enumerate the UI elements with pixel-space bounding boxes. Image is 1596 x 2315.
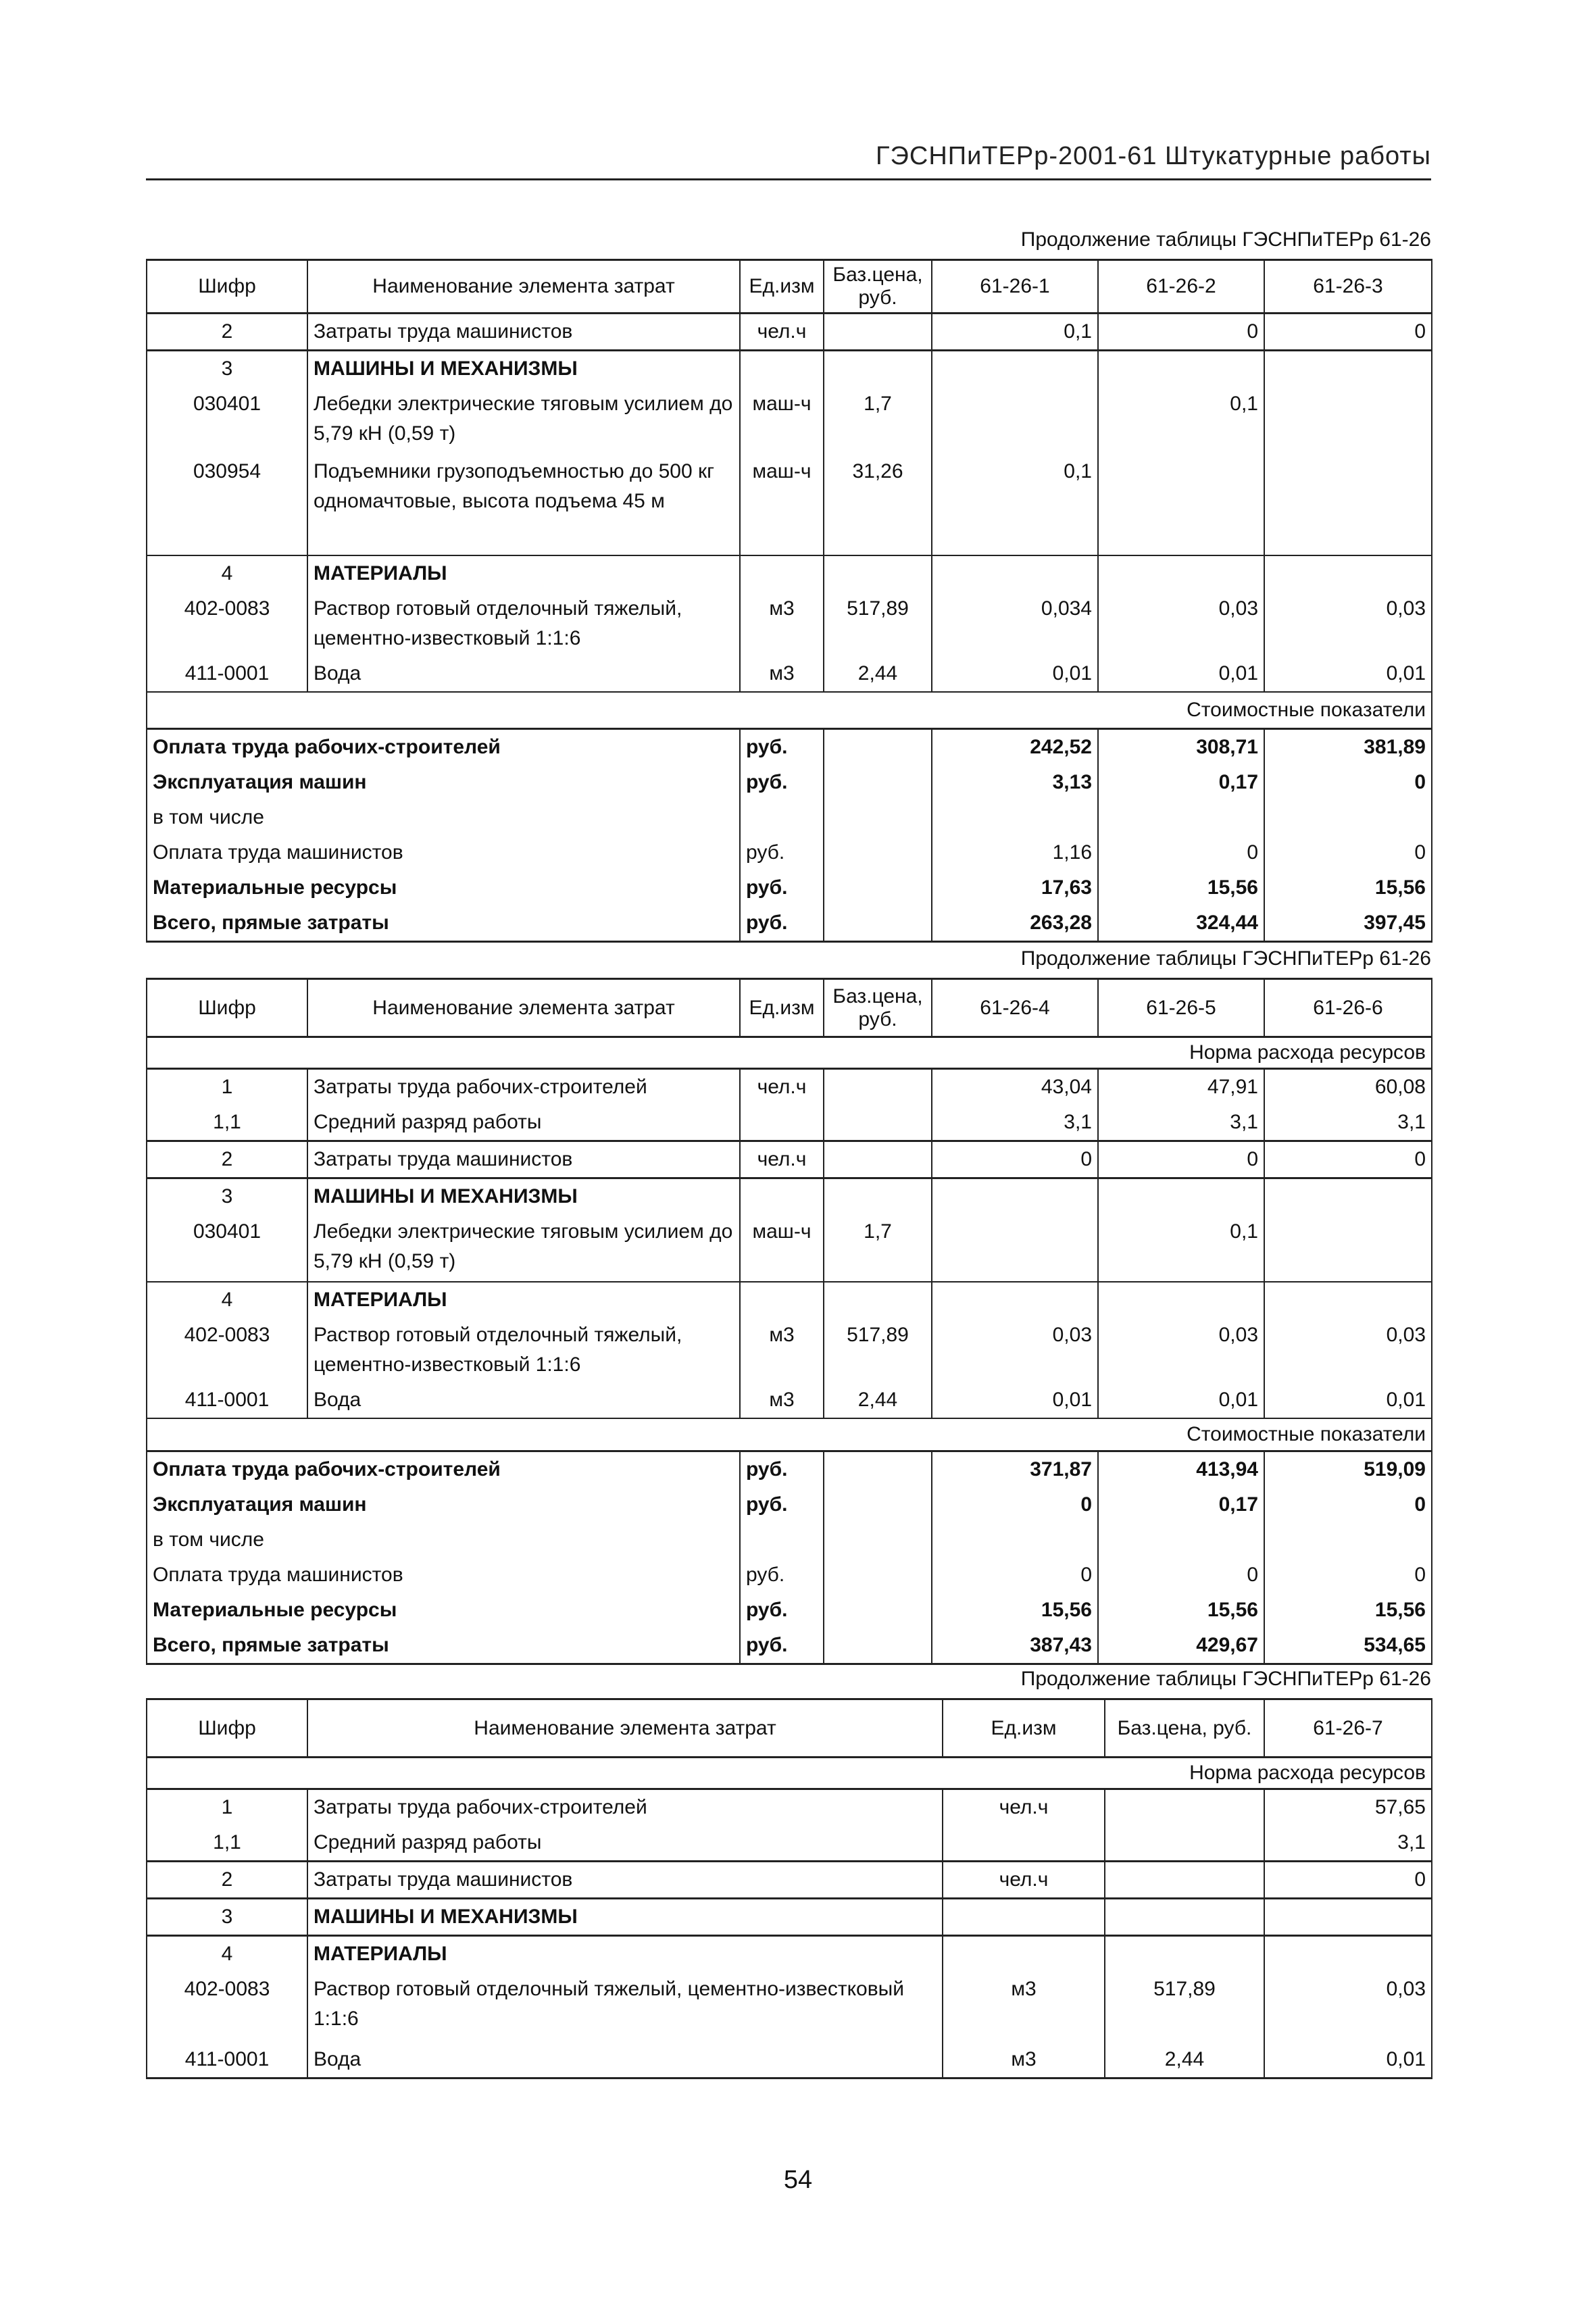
row-price xyxy=(824,1105,932,1141)
table-row xyxy=(147,454,1432,555)
row-value xyxy=(1098,555,1264,591)
cost-unit xyxy=(740,1522,824,1558)
cost-value: 0 xyxy=(1098,835,1264,870)
row-value: 0,03 xyxy=(932,1318,1098,1383)
row-value: 0 xyxy=(1264,1862,1432,1899)
row-value xyxy=(932,387,1098,454)
row-value xyxy=(1264,351,1432,387)
row-value: 0 xyxy=(1264,1141,1432,1178)
col-header-name: Наименование элемента затрат xyxy=(307,260,740,314)
row-unit xyxy=(943,1899,1105,1936)
col-header-unit: Ед.изм xyxy=(740,979,824,1037)
table-row xyxy=(147,2042,1432,2078)
cost-value: 371,87 xyxy=(932,1451,1098,1488)
cost-value xyxy=(932,800,1098,835)
cost-row xyxy=(147,1522,1432,1558)
row-unit: чел.ч xyxy=(740,1069,824,1105)
row-unit xyxy=(740,1178,824,1215)
row-price: 2,44 xyxy=(824,1383,932,1418)
row-price xyxy=(824,351,932,387)
row-name: Средний разряд работы xyxy=(307,1105,740,1141)
page-header-title: ГЭСНПиТЕРр-2001-61 Штукатурные работы xyxy=(875,142,1431,170)
norm-label: Норма расхода ресурсов xyxy=(147,1758,1432,1789)
row-unit: чел.ч xyxy=(740,314,824,351)
row-value: 0 xyxy=(1098,314,1264,351)
table-row xyxy=(147,555,1432,591)
row-price xyxy=(1105,1862,1264,1899)
row-value xyxy=(932,1214,1098,1282)
row-value: 0,1 xyxy=(1098,1214,1264,1282)
row-value xyxy=(1264,1214,1432,1282)
row-price: 2,44 xyxy=(1105,2042,1264,2078)
norm-label-row xyxy=(147,1758,1432,1789)
row-value xyxy=(932,1282,1098,1318)
row-value: 3,1 xyxy=(1264,1105,1432,1141)
row-value xyxy=(1264,387,1432,454)
row-unit xyxy=(740,555,824,591)
row-name: Средний разряд работы xyxy=(307,1825,943,1862)
table-row xyxy=(147,1069,1432,1105)
norm-label: Норма расхода ресурсов xyxy=(147,1037,1432,1069)
row-unit: чел.ч xyxy=(943,1862,1105,1899)
row-value: 0,01 xyxy=(1264,656,1432,692)
cost-unit: руб. xyxy=(740,870,824,905)
cost-value xyxy=(1264,1522,1432,1558)
cost-value: 519,09 xyxy=(1264,1451,1432,1488)
row-name: МАТЕРИАЛЫ xyxy=(307,555,740,591)
col-header-shifr: Шифр xyxy=(147,1699,307,1758)
table-row xyxy=(147,314,1432,351)
row-value: 3,1 xyxy=(932,1105,1098,1141)
cost-value: 0 xyxy=(1264,1558,1432,1593)
resource-table-1 xyxy=(146,259,1432,943)
row-name: МАШИНЫ И МЕХАНИЗМЫ xyxy=(307,1178,740,1215)
row-value: 0,03 xyxy=(1264,1972,1432,2042)
cost-value: 3,13 xyxy=(932,765,1098,800)
row-value: 0,01 xyxy=(1098,1383,1264,1418)
col-header-shifr: Шифр xyxy=(147,979,307,1037)
cost-value xyxy=(1098,1522,1264,1558)
row-code: 2 xyxy=(147,314,307,351)
cost-value: 413,94 xyxy=(1098,1451,1264,1488)
cost-label: Оплата труда рабочих-строителей xyxy=(147,729,740,766)
cost-row xyxy=(147,1558,1432,1593)
section-label-row xyxy=(147,692,1432,729)
row-code: 411-0001 xyxy=(147,656,307,692)
row-code: 3 xyxy=(147,1178,307,1215)
row-value xyxy=(1264,1936,1432,1972)
cost-unit: руб. xyxy=(740,1628,824,1664)
row-price: 1,7 xyxy=(824,1214,932,1282)
row-name: Вода xyxy=(307,656,740,692)
cost-row xyxy=(147,1487,1432,1522)
col-header-code: 61-26-7 xyxy=(1264,1699,1432,1758)
row-value xyxy=(1264,555,1432,591)
row-name: Подъемники грузоподъемностью до 500 кг одномачтовые, высота подъема 45 м xyxy=(307,454,740,555)
row-name: Раствор готовый отделочный тяжелый, цементно-известковый 1:1:6 xyxy=(307,591,740,656)
row-price xyxy=(824,555,932,591)
row-name: Затраты труда рабочих-строителей xyxy=(307,1789,943,1826)
row-value xyxy=(1098,1282,1264,1318)
resource-table-3 xyxy=(146,1698,1432,2079)
row-unit: м3 xyxy=(943,1972,1105,2042)
cost-value: 429,67 xyxy=(1098,1628,1264,1664)
cost-label: в том числе xyxy=(147,1522,740,1558)
row-price: 2,44 xyxy=(824,656,932,692)
cost-value: 0,17 xyxy=(1098,1487,1264,1522)
row-code: 402-0083 xyxy=(147,1318,307,1383)
col-header-price: Баз.цена, руб. xyxy=(824,260,932,314)
row-value xyxy=(1264,454,1432,555)
cost-row xyxy=(147,765,1432,800)
row-value: 0,034 xyxy=(932,591,1098,656)
row-code: 3 xyxy=(147,351,307,387)
table-row xyxy=(147,1972,1432,2042)
row-name: МАТЕРИАЛЫ xyxy=(307,1282,740,1318)
resource-table-2 xyxy=(146,978,1432,1665)
col-header-code: 61-26-6 xyxy=(1264,979,1432,1037)
cost-value: 15,56 xyxy=(1098,870,1264,905)
table-row xyxy=(147,1862,1432,1899)
cost-value: 15,56 xyxy=(1264,1593,1432,1628)
table-row xyxy=(147,387,1432,454)
cost-label: Оплата труда рабочих-строителей xyxy=(147,1451,740,1488)
row-price xyxy=(824,314,932,351)
cost-value xyxy=(932,1522,1098,1558)
row-value xyxy=(1098,454,1264,555)
table-row xyxy=(147,1141,1432,1178)
row-value: 0 xyxy=(1264,314,1432,351)
row-code: 411-0001 xyxy=(147,1383,307,1418)
row-price: 517,89 xyxy=(824,591,932,656)
cost-row xyxy=(147,1451,1432,1488)
cost-value: 0 xyxy=(1264,1487,1432,1522)
row-value: 0,01 xyxy=(1264,2042,1432,2078)
row-unit xyxy=(740,1282,824,1318)
cost-unit: руб. xyxy=(740,1593,824,1628)
table-row xyxy=(147,351,1432,387)
row-code: 030401 xyxy=(147,1214,307,1282)
row-value: 0,01 xyxy=(932,1383,1098,1418)
row-name: Затраты труда рабочих-строителей xyxy=(307,1069,740,1105)
cost-value: 15,56 xyxy=(932,1593,1098,1628)
cost-unit: руб. xyxy=(740,765,824,800)
row-price xyxy=(1105,1899,1264,1936)
row-code: 1,1 xyxy=(147,1105,307,1141)
row-code: 030954 xyxy=(147,454,307,555)
row-name: Раствор готовый отделочный тяжелый, цементно-известковый 1:1:6 xyxy=(307,1318,740,1383)
col-header-name: Наименование элемента затрат xyxy=(307,979,740,1037)
row-value xyxy=(932,555,1098,591)
row-unit xyxy=(943,1825,1105,1862)
row-value: 0,1 xyxy=(1098,387,1264,454)
row-name: Лебедки электрические тяговым усилием до 5,79 кН (0,59 т) xyxy=(307,1214,740,1282)
row-unit: м3 xyxy=(740,591,824,656)
row-value xyxy=(1098,351,1264,387)
col-header-code: 61-26-5 xyxy=(1098,979,1264,1037)
col-header-code: 61-26-3 xyxy=(1264,260,1432,314)
cost-unit xyxy=(740,800,824,835)
row-code: 411-0001 xyxy=(147,2042,307,2078)
cost-value: 0 xyxy=(1264,835,1432,870)
row-value xyxy=(1264,1282,1432,1318)
row-code: 4 xyxy=(147,555,307,591)
row-code: 2 xyxy=(147,1862,307,1899)
table-row xyxy=(147,591,1432,656)
row-name: Затраты труда машинистов xyxy=(307,1862,943,1899)
row-value: 0,03 xyxy=(1264,1318,1432,1383)
cost-label: Оплата труда машинистов xyxy=(147,1558,740,1593)
table-caption: Продолжение таблицы ГЭСНПиТЕРр 61-26 xyxy=(1020,228,1431,251)
row-price: 31,26 xyxy=(824,454,932,555)
row-value: 3,1 xyxy=(1264,1825,1432,1862)
col-header-code: 61-26-1 xyxy=(932,260,1098,314)
row-value xyxy=(1264,1178,1432,1215)
col-header-shifr: Шифр xyxy=(147,260,307,314)
cost-label: Эксплуатация машин xyxy=(147,1487,740,1522)
row-price: 517,89 xyxy=(1105,1972,1264,2042)
row-value: 0,03 xyxy=(1264,591,1432,656)
table-row xyxy=(147,1282,1432,1318)
row-value: 0,03 xyxy=(1098,1318,1264,1383)
cost-unit: руб. xyxy=(740,835,824,870)
cost-value: 324,44 xyxy=(1098,905,1264,942)
col-header-price: Баз.цена, руб. xyxy=(824,979,932,1037)
row-price: 517,89 xyxy=(824,1318,932,1383)
col-header-code: 61-26-2 xyxy=(1098,260,1264,314)
row-code: 1 xyxy=(147,1069,307,1105)
row-unit: чел.ч xyxy=(943,1789,1105,1826)
table-row xyxy=(147,1825,1432,1862)
col-header-unit: Ед.изм xyxy=(943,1699,1105,1758)
cost-value: 1,16 xyxy=(932,835,1098,870)
row-value: 0 xyxy=(932,1141,1098,1178)
cost-unit: руб. xyxy=(740,1558,824,1593)
row-value: 0,1 xyxy=(932,314,1098,351)
row-code: 3 xyxy=(147,1899,307,1936)
cost-row xyxy=(147,729,1432,766)
cost-row xyxy=(147,870,1432,905)
cost-row xyxy=(147,835,1432,870)
table-row xyxy=(147,1178,1432,1215)
cost-label: Всего, прямые затраты xyxy=(147,905,740,942)
table-row xyxy=(147,1105,1432,1141)
row-unit: маш-ч xyxy=(740,387,824,454)
cost-label: в том числе xyxy=(147,800,740,835)
cost-value: 15,56 xyxy=(1264,870,1432,905)
cost-value: 534,65 xyxy=(1264,1628,1432,1664)
row-price xyxy=(824,1069,932,1105)
cost-row xyxy=(147,1628,1432,1664)
page-number: 54 xyxy=(783,2166,813,2194)
cost-value: 381,89 xyxy=(1264,729,1432,766)
row-name: Вода xyxy=(307,1383,740,1418)
cost-value xyxy=(1098,800,1264,835)
cost-value: 263,28 xyxy=(932,905,1098,942)
col-header-price: Баз.цена, руб. xyxy=(1105,1699,1264,1758)
row-code: 402-0083 xyxy=(147,1972,307,2042)
row-price xyxy=(1105,1936,1264,1972)
cost-value xyxy=(1264,800,1432,835)
row-code: 1 xyxy=(147,1789,307,1826)
row-unit: чел.ч xyxy=(740,1141,824,1178)
cost-label: Эксплуатация машин xyxy=(147,765,740,800)
cost-label: Всего, прямые затраты xyxy=(147,1628,740,1664)
cost-unit: руб. xyxy=(740,1487,824,1522)
cost-value: 397,45 xyxy=(1264,905,1432,942)
cost-value: 387,43 xyxy=(932,1628,1098,1664)
row-code: 1,1 xyxy=(147,1825,307,1862)
row-unit: маш-ч xyxy=(740,1214,824,1282)
row-value: 3,1 xyxy=(1098,1105,1264,1141)
cost-indicators-label: Стоимостные показатели xyxy=(147,692,1432,729)
row-unit: м3 xyxy=(943,2042,1105,2078)
cost-value: 0 xyxy=(932,1558,1098,1593)
row-value xyxy=(1098,1178,1264,1215)
row-value: 0,1 xyxy=(932,454,1098,555)
row-price xyxy=(824,1178,932,1215)
row-code: 2 xyxy=(147,1141,307,1178)
table-row xyxy=(147,1936,1432,1972)
row-value: 0,03 xyxy=(1098,591,1264,656)
row-value: 0,01 xyxy=(1264,1383,1432,1418)
row-unit: маш-ч xyxy=(740,454,824,555)
table-caption: Продолжение таблицы ГЭСНПиТЕРр 61-26 xyxy=(1020,947,1431,970)
cost-value: 0 xyxy=(932,1487,1098,1522)
section-label-row xyxy=(147,1418,1432,1451)
cost-value: 308,71 xyxy=(1098,729,1264,766)
row-value: 43,04 xyxy=(932,1069,1098,1105)
row-unit: м3 xyxy=(740,656,824,692)
row-code: 030401 xyxy=(147,387,307,454)
row-name: МАТЕРИАЛЫ xyxy=(307,1936,943,1972)
row-unit xyxy=(740,1105,824,1141)
cost-value: 0 xyxy=(1264,765,1432,800)
header-rule xyxy=(146,178,1431,180)
cost-value: 15,56 xyxy=(1098,1593,1264,1628)
row-code: 402-0083 xyxy=(147,591,307,656)
row-code: 4 xyxy=(147,1282,307,1318)
cost-value: 0 xyxy=(1098,1558,1264,1593)
table-row xyxy=(147,1789,1432,1826)
col-header-name: Наименование элемента затрат xyxy=(307,1699,943,1758)
row-name: Затраты труда машинистов xyxy=(307,314,740,351)
row-price xyxy=(1105,1789,1264,1826)
cost-row xyxy=(147,1593,1432,1628)
row-name: Вода xyxy=(307,2042,943,2078)
cost-unit: руб. xyxy=(740,1451,824,1488)
row-code: 4 xyxy=(147,1936,307,1972)
cost-value: 0,17 xyxy=(1098,765,1264,800)
table-row xyxy=(147,1383,1432,1418)
row-price xyxy=(824,1141,932,1178)
row-name: МАШИНЫ И МЕХАНИЗМЫ xyxy=(307,351,740,387)
row-value: 0,01 xyxy=(1098,656,1264,692)
cost-indicators-label: Стоимостные показатели xyxy=(147,1418,1432,1451)
cost-label: Материальные ресурсы xyxy=(147,870,740,905)
row-price xyxy=(1105,1825,1264,1862)
row-name: Раствор готовый отделочный тяжелый, цементно-известковый 1:1:6 xyxy=(307,1972,943,2042)
row-unit: м3 xyxy=(740,1318,824,1383)
cost-label: Оплата труда машинистов xyxy=(147,835,740,870)
row-value: 60,08 xyxy=(1264,1069,1432,1105)
cost-label: Материальные ресурсы xyxy=(147,1593,740,1628)
row-unit xyxy=(740,351,824,387)
row-value: 0 xyxy=(1098,1141,1264,1178)
row-name: Лебедки электрические тяговым усилием до 5,79 кН (0,59 т) xyxy=(307,387,740,454)
cost-value: 242,52 xyxy=(932,729,1098,766)
row-unit: м3 xyxy=(740,1383,824,1418)
table-row xyxy=(147,656,1432,692)
col-header-code: 61-26-4 xyxy=(932,979,1098,1037)
row-name: МАШИНЫ И МЕХАНИЗМЫ xyxy=(307,1899,943,1936)
cost-value: 17,63 xyxy=(932,870,1098,905)
col-header-unit: Ед.изм xyxy=(740,260,824,314)
row-value xyxy=(932,351,1098,387)
row-value: 0,01 xyxy=(932,656,1098,692)
cost-unit: руб. xyxy=(740,729,824,766)
table-caption: Продолжение таблицы ГЭСНПиТЕРр 61-26 xyxy=(1020,1668,1431,1690)
row-value: 57,65 xyxy=(1264,1789,1432,1826)
cost-unit: руб. xyxy=(740,905,824,942)
row-value xyxy=(1264,1899,1432,1936)
row-value: 47,91 xyxy=(1098,1069,1264,1105)
norm-label-row xyxy=(147,1037,1432,1069)
row-price: 1,7 xyxy=(824,387,932,454)
table-row xyxy=(147,1899,1432,1936)
table-row xyxy=(147,1214,1432,1282)
table-row xyxy=(147,1318,1432,1383)
cost-row xyxy=(147,800,1432,835)
row-price xyxy=(824,1282,932,1318)
row-name: Затраты труда машинистов xyxy=(307,1141,740,1178)
row-value xyxy=(932,1178,1098,1215)
row-unit xyxy=(943,1936,1105,1972)
cost-row xyxy=(147,905,1432,942)
